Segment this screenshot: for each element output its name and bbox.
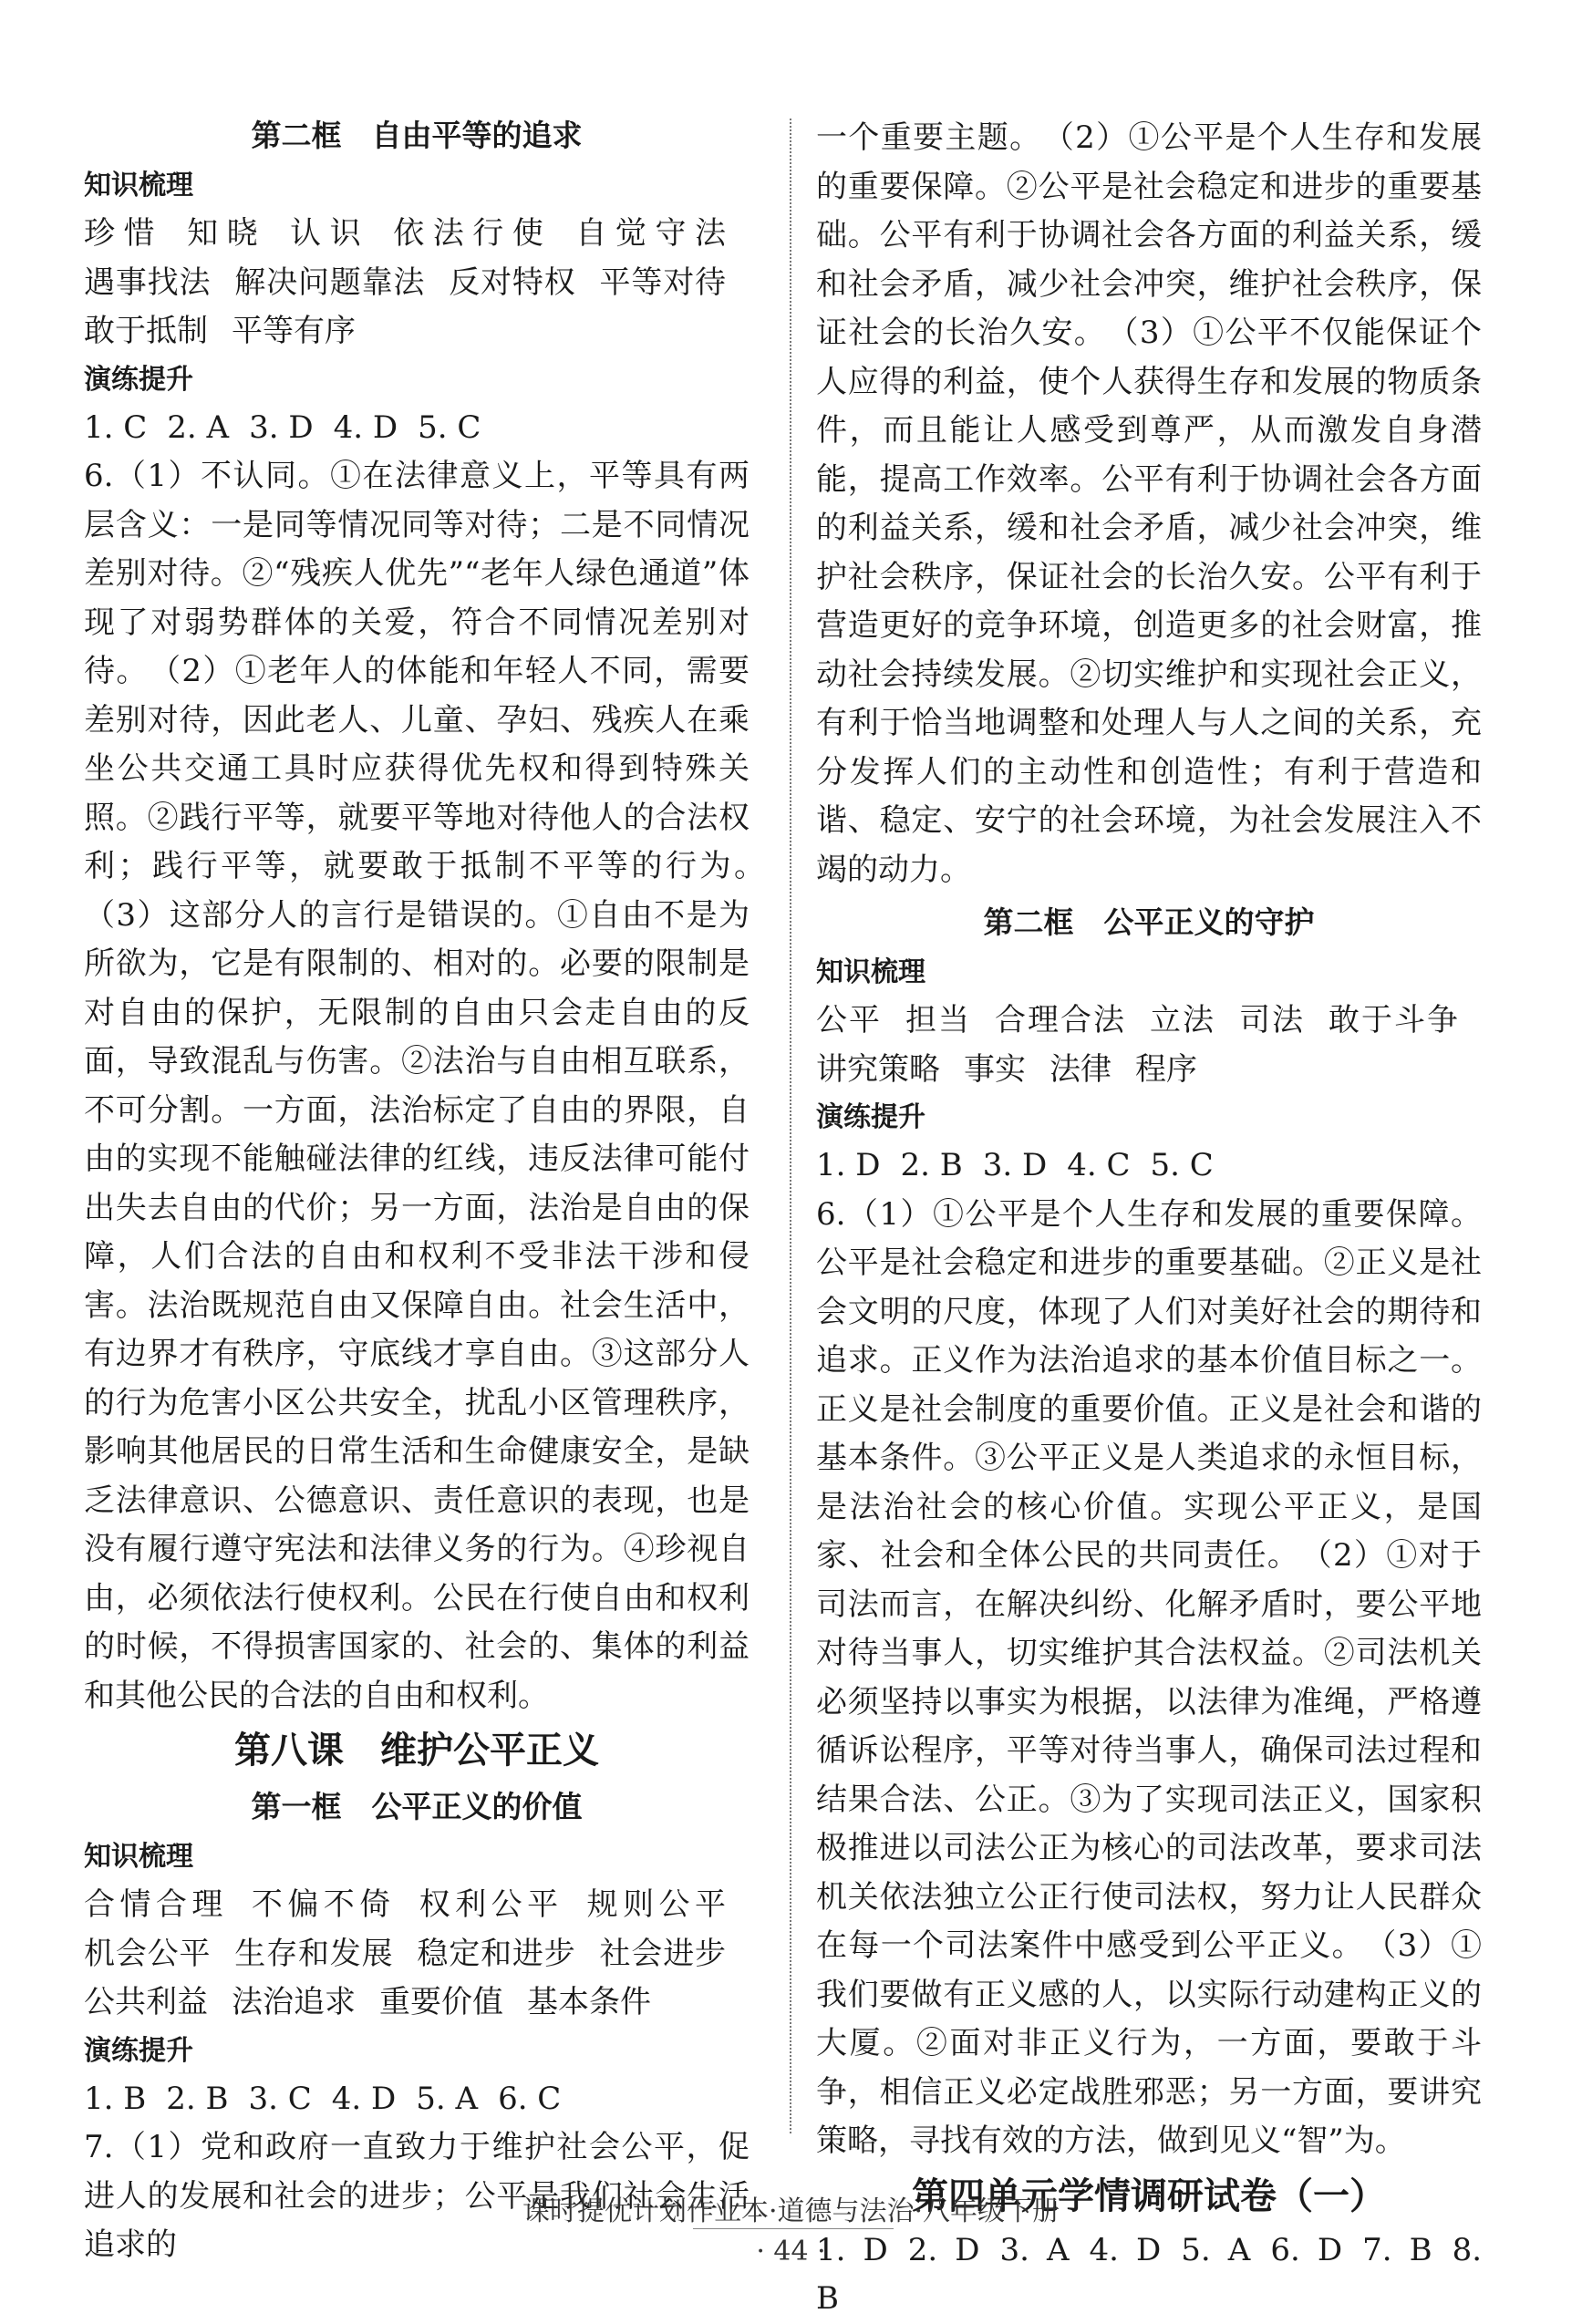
keyword-list-sec2	[84, 1881, 750, 2028]
keyword-list-sec1	[84, 210, 750, 356]
keyword: 重要价值	[379, 1984, 503, 2020]
practice-label: 演练提升	[84, 363, 193, 396]
footer-book-title	[0, 2188, 1582, 2228]
answer: 5. C	[418, 408, 481, 446]
keyword: 自觉守法	[575, 215, 727, 252]
keyword: 事实	[964, 1050, 1026, 1088]
page-number: · 44 ·	[756, 2236, 826, 2267]
keyword: 司法	[1239, 1002, 1305, 1038]
knowledge-label: 知识梳理	[816, 956, 925, 988]
keyword: 程序	[1135, 1050, 1197, 1088]
answer-list-sec1	[84, 404, 750, 453]
keyword: 依法行使	[393, 215, 553, 252]
keyword: 生存和发展	[234, 1935, 394, 1972]
keyword: 认识	[290, 215, 370, 252]
answer: 4. D	[331, 2080, 397, 2117]
right-column	[816, 114, 1482, 2324]
answer: 6. C	[498, 2080, 562, 2117]
keyword: 立法	[1150, 1002, 1215, 1038]
answer: 3. A	[999, 2231, 1070, 2268]
question-7-answer-continued: 一个重要主题。 （2）①公平是个人生存和发展的重要保障。②公平是社会稳定和进步的重要基础。公平有利于协调社会各方面的利益关系，缓和社会矛盾，减少社会冲突，维护社会秩序，保证社会的长治久安。 （3）①公平不仅能保证个人应得的利益，使个人获得生存和发展的物质条件，而且能让人感受到尊严，从而激发自身潜能，提高工作效率。公平有利于协调社会各方面的利益关系，缓和社会矛盾，减少社会冲突，维护社会秩序，保证社会的长治久安。公平有利于营造更好的竞争环境，创造更多的社会财富，推动社会持续发展。②切实维护和实现社会正义，有利于恰当地调整和处理人与人之间的关系，充分发挥人们的主动性和创造性；有利于营造和谐、稳定、安宁的社会环境，为社会发展注入不竭的动力。	[816, 119, 1482, 888]
keyword: 敢于抵制	[84, 313, 208, 349]
keyword: 讲究策略	[816, 1050, 940, 1088]
answer: 2. D	[907, 2231, 980, 2268]
answer: 8. B	[816, 2231, 1483, 2317]
keyword-list-sec3	[816, 997, 1482, 1094]
question-7-answer-start: 7.（1）党和政府一直致力于维护社会公平，促进人的发展和社会的进步；公平是我们社会生活追求的	[84, 2129, 750, 2263]
section-title-freedom-equality: 第二框 自由平等的追求	[251, 118, 583, 153]
keyword: 机会公平	[84, 1935, 212, 1972]
section-title-guard: 第二框 公平正义的守护	[983, 904, 1315, 940]
keyword: 平等对待	[599, 263, 727, 301]
keyword: 稳定和进步	[417, 1935, 576, 1972]
keyword: 公共利益	[84, 1984, 208, 2020]
keyword: 知晓	[187, 215, 267, 252]
answer-list-sec2	[84, 2075, 750, 2124]
keyword: 珍惜	[84, 215, 164, 252]
answer: 1. C	[84, 408, 148, 446]
keyword: 遇事找法	[84, 263, 212, 301]
keyword: 法律	[1049, 1050, 1112, 1088]
answer: 4. C	[1067, 1147, 1131, 1183]
column-divider	[790, 119, 791, 2133]
question-6-answer: 6.（1）①公平是个人生存和发展的重要保障。公平是社会稳定和进步的重要基础。②正义是社会文明的尺度，体现了人们对美好社会的期待和追求。正义作为法治追求的基本价值目标之一。正义是社会制度的重要价值。正义是社会和谐的基本条件。③公平正义是人类追求的永恒目标，是法治社会的核心价值。实现公平正义，是国家、社会和全体公民的共同责任。 （2）①对于司法而言，在解决纠纷、化解矛盾时，要公平地对待当事人，切实维护其合法权益。②司法机关必须坚持以事实为根据，以法律为准绳，严格遵循诉讼程序，平等对待当事人，确保司法过程和结果合法、公正。③为了实现司法正义，国家积极推进以司法公正为核心的司法改革，要求司法机关依法独立公正行使司法权，努力让人民群众在每一个司法案件中感受到公平正义。 （3）①我们要做有正义感的人，以实际行动建构正义的大厦。②面对非正义行为，一方面，要敢于斗争，相信正义必定战胜邪恶；另一方面，要讲究策略，寻找有效的方法，做到见义“智”为。	[816, 1195, 1482, 2159]
answer: 5. A	[416, 2080, 479, 2117]
answer: 3. C	[248, 2080, 312, 2117]
keyword: 担当	[905, 1002, 971, 1038]
answer: 6. D	[1270, 2231, 1343, 2268]
footer-rule	[693, 2228, 894, 2229]
unit-test-title: 第四单元学情调研试卷（一）	[912, 2174, 1386, 2217]
keyword: 解决问题靠法	[234, 263, 426, 301]
knowledge-label: 知识梳理	[84, 1841, 193, 1873]
answer: 5. A	[1181, 2231, 1251, 2268]
keyword: 规则公平	[586, 1886, 727, 1923]
practice-label: 演练提升	[84, 2034, 193, 2067]
keyword: 权利公平	[419, 1886, 564, 1923]
answer: 4. D	[333, 408, 398, 446]
knowledge-label: 知识梳理	[84, 170, 193, 201]
answer: 4. D	[1089, 2231, 1162, 2268]
keyword: 社会进步	[599, 1935, 727, 1972]
left-column	[84, 108, 781, 2270]
keyword: 合情合理	[84, 1886, 228, 1923]
book-title: 课时提优计划作业本·道德与法治·八年级下册	[522, 2195, 1060, 2227]
keyword: 敢于斗争	[1329, 1002, 1458, 1038]
answer: 2. B	[900, 1147, 963, 1183]
answer: 2. B	[166, 2080, 229, 2117]
keyword: 反对特权	[449, 263, 576, 301]
answer: 1. D	[816, 1147, 881, 1183]
keyword: 平等有序	[232, 313, 356, 349]
answer: 3. D	[982, 1147, 1048, 1183]
answer: 5. C	[1150, 1147, 1214, 1183]
keyword: 公平	[816, 1002, 882, 1038]
answer: 7. B	[1362, 2231, 1432, 2268]
keyword: 不偏不倚	[251, 1886, 396, 1923]
keyword: 基本条件	[527, 1984, 651, 2020]
answer-list-sec3	[816, 1141, 1482, 1191]
keyword: 合理合法	[995, 1002, 1126, 1038]
answer: 3. D	[249, 408, 314, 446]
answer: 2. A	[167, 408, 230, 446]
question-6-answer: 6.（1）不认同。①在法律意义上，平等具有两层含义：一是同等情况同等对待；二是不同情况差别对待。②“残疾人优先”“老年人绿色通道”体现了对弱势群体的关爱，符合不同情况差别对待。 （2）①老年人的体能和年轻人不同，需要差别对待，因此老人、儿童、孕妇、残疾人在乘坐公共交通工具时应获得优先权和得到特殊关照。②践行平等，就要平等地对待他人的合法权利；践行平等，就要敢于抵制不平等的行为。 （3）这部分人的言行是错误的。①自由不是为所欲为，它是有限制的、相对的。必要的限制是对自由的保护，无限制的自由只会走自由的反面，导致混乱与伤害。②法治与自由相互联系，不可分割。一方面，法治标定了自由的界限，自由的实现不能触碰法律的红线，违反法律可能付出失去自由的代价；另一方面，法治是自由的保障，人们合法的自由和权利不受非法干涉和侵害。法治既规范自由又保障自由。社会生活中，有边界才有秩序，守底线才享自由。③这部分人的行为危害小区公共安全，扰乱小区管理秩序，影响其他居民的日常生活和生命健康安全，是缺乏法律意识、公德意识、责任意识的表现，也是没有履行遵守宪法和法律义务的行为。④珍视自由，必须依法行使权利。公民在行使自由和权利的时候，不得损害国家的、社会的、集体的利益和其他公民的合法的自由和权利。	[84, 458, 781, 1714]
answer: 1. D	[816, 2231, 888, 2268]
lesson-8-title: 第八课 维护公平正义	[234, 1730, 599, 1771]
keyword: 法治追求	[232, 1984, 356, 2020]
practice-label: 演练提升	[816, 1101, 925, 1133]
answer: 1. B	[84, 2080, 147, 2117]
section-title-value: 第一框 公平正义的价值	[251, 1789, 583, 1824]
